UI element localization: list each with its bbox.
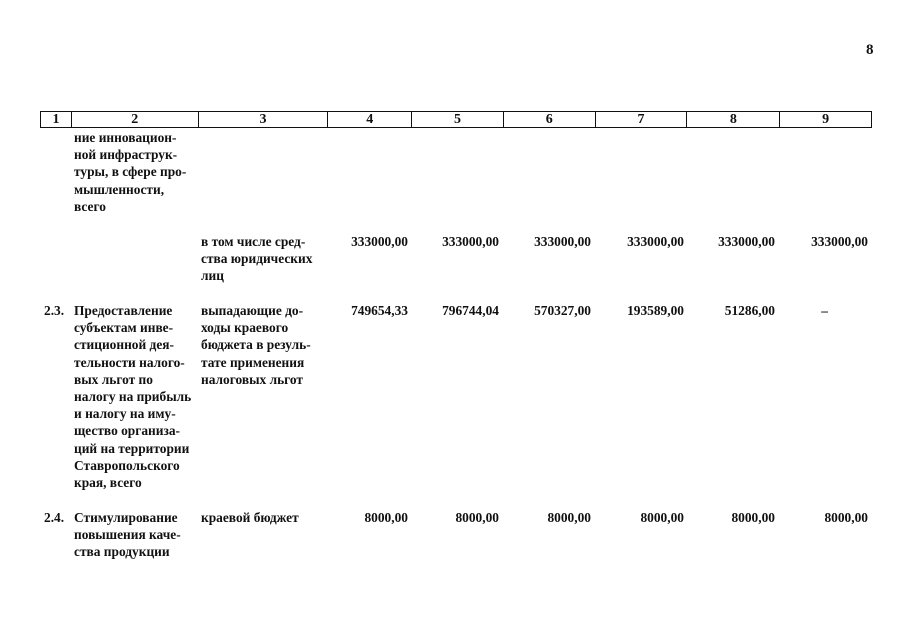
header-cell-1: 1 xyxy=(41,112,72,127)
row-2-value-col9: 333000,00 xyxy=(811,234,868,249)
row-3-number: 2.3. xyxy=(44,303,65,318)
row-4-value-col4: 8000,00 xyxy=(364,510,408,525)
header-cell-9: 9 xyxy=(822,112,830,127)
row-2-value-col4: 333000,00 xyxy=(351,234,408,249)
row-4-number: 2.4. xyxy=(44,510,65,525)
header-cell-6: 6 xyxy=(504,112,596,127)
header-cell-3: 3 xyxy=(199,112,329,127)
header-cell-8: 8 xyxy=(687,112,780,127)
row-4-name: Стимулирование повышения каче- ства продукции xyxy=(74,510,181,560)
row-3-value-col4: 749654,33 xyxy=(351,303,408,318)
header-cell-7: 7 xyxy=(596,112,688,127)
row-4-source: краевой бюджет xyxy=(201,510,299,525)
row-4-value-col5: 8000,00 xyxy=(455,510,499,525)
row-4-value-col9: 8000,00 xyxy=(824,510,868,525)
row-3-value-col8: 51286,00 xyxy=(724,303,775,318)
table-header-row xyxy=(40,111,872,128)
header-cell-5: 5 xyxy=(412,112,504,127)
row-2-value-col8: 333000,00 xyxy=(718,234,775,249)
row-3-value-col5: 796744,04 xyxy=(442,303,499,318)
row-2-value-col6: 333000,00 xyxy=(534,234,591,249)
row-4-value-col8: 8000,00 xyxy=(731,510,775,525)
page-number: 8 xyxy=(866,42,874,58)
row-1-name: ние инновацион- ной инфраструк- туры, в сфере про- мышленности, всего xyxy=(74,130,187,214)
row-2-source: в том числе сред- ства юридических лиц xyxy=(201,234,313,284)
row-3-value-col7: 193589,00 xyxy=(627,303,684,318)
row-4-value-col6: 8000,00 xyxy=(547,510,591,525)
row-3-source: выпадающие до- ходы краевого бюджета в резуль- тате применения налоговых льгот xyxy=(201,303,311,387)
header-cell-2: 2 xyxy=(72,112,199,127)
row-3-value-col6: 570327,00 xyxy=(534,303,591,318)
row-2-value-col7: 333000,00 xyxy=(627,234,684,249)
header-cell-4: 4 xyxy=(328,112,412,127)
row-4-value-col7: 8000,00 xyxy=(640,510,684,525)
row-2-value-col5: 333000,00 xyxy=(442,234,499,249)
row-3-value-col9: – xyxy=(821,303,828,318)
row-3-name: Предоставление субъектам инве- стиционной дея- тельности налого- вых льгот по налогу на прибыль и налогу на иму- щество организа- ций на территории Ставропольского края, всего xyxy=(74,303,192,491)
